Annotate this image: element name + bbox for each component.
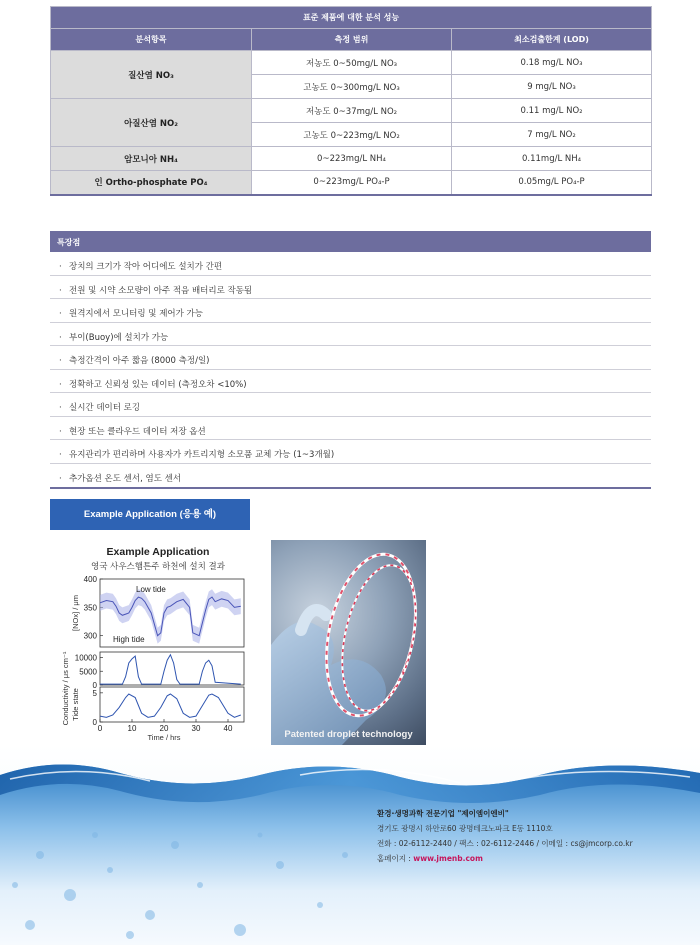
bullet-icon: · [59, 309, 62, 319]
annotation-low-tide: Low tide [136, 585, 166, 594]
feature-item: · 장치의 크기가 작아 어디에도 설치가 간편 [50, 252, 651, 276]
item-phosphate: 인 Ortho-phosphate PO₄ [51, 171, 252, 195]
homepage-link[interactable]: www.jmenb.com [413, 854, 483, 863]
x-axis-label: Time / hrs [147, 733, 181, 742]
x-tick-label: 40 [223, 724, 233, 733]
chart-panel-frame [100, 652, 244, 685]
x-tick-label: 10 [127, 724, 137, 733]
range-cell: 0~223mg/L PO₄-P [252, 171, 452, 195]
company-address: 경기도 광명시 하안로60 광명테크노파크 E동 1110호 [377, 824, 553, 833]
spec-table [50, 6, 652, 196]
feature-item: · 유지관리가 편리하며 사용자가 카트리지형 소모품 교체 가능 (1~3개월) [50, 440, 651, 464]
range-cell: 저농도 0~37mg/L NO₂ [252, 99, 452, 123]
photo-caption: Patented droplet technology [284, 729, 413, 740]
y-axis-label: [NOx] / μm [71, 595, 80, 631]
chart-title: Example Application [106, 546, 210, 558]
bullet-icon: · [59, 262, 62, 272]
header-lod: 최소검출한계 (LOD) [452, 29, 652, 51]
y-tick-label: 5 [92, 688, 97, 698]
y-tick-label: 0 [92, 681, 97, 690]
item-ammonia: 암모니아 NH₄ [51, 147, 252, 171]
item-nitrite: 아질산염 NO₂ [51, 99, 252, 147]
annotation-high-tide: High tide [113, 635, 145, 644]
x-tick-label: 0 [97, 724, 103, 733]
example-chart [58, 542, 258, 747]
droplet-photo-image [271, 540, 426, 746]
feature-item: · 측정간격이 아주 짧음 (8000 측정/일) [50, 346, 651, 370]
y-tick-label: 300 [83, 631, 97, 641]
chart-subtitle: 영국 사우스햄튼주 하천에 설치 결과 [91, 562, 225, 572]
feature-item: · 정확하고 신뢰성 있는 데이터 (측정오차 <10%) [50, 370, 651, 394]
range-cell: 저농도 0~50mg/L NO₃ [252, 51, 452, 75]
lod-cell: 7 mg/L NO₂ [452, 123, 652, 147]
lod-cell: 0.11mg/L NH₄ [452, 147, 652, 171]
contact-info [377, 806, 697, 866]
y-tick-label: 5000 [79, 667, 97, 677]
y-axis-label: Conductivity / μs cm⁻¹ [61, 651, 70, 726]
range-cell: 고농도 0~223mg/L NO₂ [252, 123, 452, 147]
bullet-icon: · [59, 356, 62, 366]
feature-item: · 원격지에서 모니터링 및 제어가 가능 [50, 299, 651, 323]
features-title: 특장점 [50, 231, 651, 252]
x-tick-label: 30 [191, 724, 201, 733]
item-nitrate: 질산염 NO₃ [51, 51, 252, 99]
y-tick-label: 350 [83, 603, 97, 613]
range-cell: 고농도 0~300mg/L NO₃ [252, 75, 452, 99]
lod-cell: 0.05mg/L PO₄-P [452, 171, 652, 195]
lod-cell: 0.18 mg/L NO₃ [452, 51, 652, 75]
bullet-icon: · [59, 426, 62, 437]
header-item: 분석항목 [51, 29, 252, 51]
lod-cell: 0.11 mg/L NO₂ [452, 99, 652, 123]
lod-cell: 9 mg/L NO₃ [452, 75, 652, 99]
y-tick-label: 10000 [74, 653, 97, 663]
bullet-icon: · [59, 473, 62, 484]
bullet-icon: · [59, 379, 62, 390]
company-homepage: 홈페이지 : www.jmenb.com [377, 854, 483, 863]
company-name: 환경·생명과학 전문기업 "제이엠이엔비" [377, 809, 509, 818]
y-tick-label: 400 [83, 575, 97, 584]
bullet-icon: · [59, 403, 62, 413]
spec-table-caption: 표준 제품에 대한 분석 성능 [51, 7, 652, 29]
bullet-icon: · [59, 450, 62, 460]
features-list [50, 252, 651, 489]
header-range: 측정 범위 [252, 29, 452, 51]
y-axis-label: Tide state [71, 688, 80, 721]
feature-item: · 부이(Buoy)에 설치가 가능 [50, 323, 651, 347]
droplet-photo [271, 540, 426, 746]
feature-item: · 추가옵션 온도 센서, 염도 센서 [59, 473, 182, 484]
chart-svg [58, 542, 258, 747]
feature-item: · 전원 및 시약 소모량이 아주 적음 배터리로 작동됨 [50, 276, 651, 300]
bullet-icon: · [59, 285, 62, 296]
x-tick-label: 20 [159, 724, 169, 733]
company-phone: 전화 : 02-6112-2440 / 팩스 : 02-6112-2446 / 이메일 : cs@jmcorp.co.kr [377, 839, 633, 848]
y-tick-label: 0 [92, 718, 97, 727]
feature-item: · 현장 또는 클라우드 데이터 저장 옵션 [50, 417, 651, 441]
feature-item: · 실시간 데이터 로깅 [50, 393, 651, 417]
range-cell: 0~223mg/L NH₄ [252, 147, 452, 171]
series-line [100, 655, 241, 684]
bullet-icon: · [59, 332, 62, 343]
series-line [100, 694, 241, 717]
example-application-banner: Example Application (응용 예) [50, 499, 250, 530]
